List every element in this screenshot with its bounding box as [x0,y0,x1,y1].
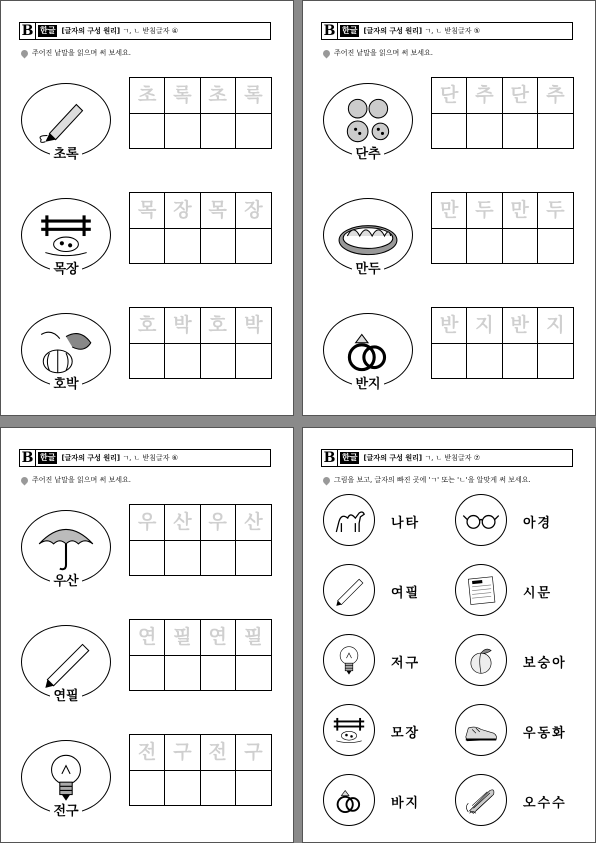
bullet-icon [322,48,332,58]
write-cell[interactable] [538,114,573,148]
trace-cell[interactable]: 록 [236,78,271,114]
trace-cell[interactable]: 전 [130,735,165,771]
trace-cell[interactable]: 장 [165,193,200,229]
write-cell[interactable] [467,344,502,378]
page-title [363,26,480,36]
sneaker-icon [462,711,500,749]
trace-cell[interactable]: 전 [201,735,236,771]
title-rest: ㄱ, ㄴ 받침글자 ⑤ [424,27,481,35]
trace-cell[interactable]: 반 [503,308,538,344]
button-icon [337,94,399,146]
write-cell[interactable] [130,541,165,575]
trace-cell[interactable]: 구 [165,735,200,771]
write-cell[interactable] [201,229,236,263]
write-cell[interactable] [236,771,271,805]
title-bold: [글자의 구성 원리] [61,454,121,462]
write-cell[interactable] [165,344,200,378]
incomplete-word[interactable]: 아경 [523,516,553,531]
write-cell[interactable] [201,114,236,148]
trace-cell[interactable]: 두 [467,193,502,229]
level-badge: B [20,450,36,466]
hangul-tag: 한글 [342,453,358,462]
dumpling-icon [337,209,399,261]
writing-grid [431,77,574,149]
write-cell[interactable] [130,229,165,263]
trace-cell[interactable]: 연 [201,620,236,656]
trace-cell[interactable]: 우 [201,505,236,541]
word-row [19,307,279,416]
word-label: 호박 [19,373,113,392]
incomplete-word[interactable]: 모장 [391,726,421,741]
picture-circle [455,704,507,756]
word-row [19,619,279,729]
writing-grid [129,619,272,691]
bullet-icon [20,475,30,485]
bulb-icon [330,641,368,679]
instruction [21,48,131,58]
write-cell[interactable] [236,114,271,148]
trace-cell[interactable]: 추 [538,78,573,114]
bulb-icon [35,751,97,803]
fill-item [323,704,453,759]
trace-cell[interactable]: 필 [236,620,271,656]
trace-cell[interactable]: 지 [467,308,502,344]
incomplete-word[interactable]: 우동화 [523,726,567,741]
write-cell[interactable] [236,344,271,378]
picture-circle [323,494,375,546]
camel-icon [330,501,368,539]
bullet-icon [322,475,332,485]
trace-cell[interactable]: 록 [165,78,200,114]
write-cell[interactable] [130,771,165,805]
ring-icon [337,324,399,376]
incomplete-word[interactable]: 저구 [391,656,421,671]
write-cell[interactable] [538,229,573,263]
write-cell[interactable] [165,656,200,690]
pumpkin-icon [35,324,97,376]
trace-cell[interactable]: 우 [130,505,165,541]
write-cell[interactable] [538,344,573,378]
write-cell[interactable] [432,114,467,148]
word-label: 우산 [19,570,113,589]
trace-cell[interactable]: 만 [432,193,467,229]
write-cell[interactable] [165,114,200,148]
picture-circle [455,564,507,616]
trace-cell[interactable]: 두 [538,193,573,229]
title-bold: [글자의 구성 원리] [61,27,121,35]
glasses-icon [462,501,500,539]
word-row [19,504,279,614]
picture-circle [323,704,375,756]
word-label: 연필 [19,685,113,704]
write-cell[interactable] [201,771,236,805]
trace-cell[interactable]: 필 [165,620,200,656]
trace-cell[interactable]: 산 [236,505,271,541]
peach-icon [462,641,500,679]
trace-cell[interactable]: 초 [201,78,236,114]
corn-icon [462,781,500,819]
write-cell[interactable] [201,656,236,690]
trace-cell[interactable]: 연 [130,620,165,656]
writing-grid [129,77,272,149]
write-cell[interactable] [236,541,271,575]
incomplete-word[interactable]: 보숭아 [523,656,567,671]
worksheet-page [302,0,596,416]
fill-item [455,634,585,689]
page-header [19,22,271,40]
trace-cell[interactable]: 단 [503,78,538,114]
write-cell[interactable] [236,656,271,690]
worksheet-page [0,427,294,843]
word-row [321,192,581,302]
umbrella-icon [35,521,97,573]
trace-cell[interactable]: 추 [467,78,502,114]
write-cell[interactable] [165,541,200,575]
write-cell[interactable] [201,344,236,378]
level-badge: B [322,450,338,466]
page-header [321,449,573,467]
trace-cell[interactable]: 호 [130,308,165,344]
write-cell[interactable] [165,771,200,805]
write-cell[interactable] [432,229,467,263]
write-cell[interactable] [432,344,467,378]
word-row [19,77,279,187]
page-header [321,22,573,40]
instruction-text: 주어진 낱말을 읽으며 써 보세요. [32,49,132,57]
trace-cell[interactable]: 산 [165,505,200,541]
title-rest: ㄱ, ㄴ 받침글자 ④ [122,27,179,35]
trace-cell[interactable]: 장 [236,193,271,229]
trace-cell[interactable]: 구 [236,735,271,771]
writing-grid [431,307,574,379]
title-rest: ㄱ, ㄴ 받침글자 ⑥ [122,454,179,462]
page-title [61,26,178,36]
instruction-text: 주어진 낱말을 읽으며 써 보세요. [334,49,434,57]
writing-grid [129,734,272,806]
writing-grid [129,504,272,576]
ranch-icon [330,711,368,749]
word-row [321,77,581,187]
fill-item [455,564,585,619]
word-row [19,192,279,302]
ranch-icon [35,209,97,261]
write-cell[interactable] [165,229,200,263]
fill-item [323,634,453,689]
worksheet-page [302,427,596,843]
instruction-text: 주어진 낱말을 읽으며 써 보세요. [32,476,132,484]
picture-circle [323,634,375,686]
write-cell[interactable] [503,229,538,263]
fill-item [455,494,585,549]
incomplete-word[interactable]: 오수수 [523,796,567,811]
fill-item [323,494,453,549]
write-cell[interactable] [130,344,165,378]
picture-circle [323,774,375,826]
word-row [321,307,581,416]
incomplete-word[interactable]: 여필 [391,586,421,601]
ring-icon [330,781,368,819]
fill-item [455,704,585,759]
write-cell[interactable] [236,229,271,263]
fill-item [323,774,453,829]
write-cell[interactable] [467,114,502,148]
word-label: 목장 [19,258,113,277]
title-bold: [글자의 구성 원리] [363,454,423,462]
write-cell[interactable] [130,656,165,690]
trace-cell[interactable]: 지 [538,308,573,344]
writing-grid [431,192,574,264]
trace-cell[interactable]: 반 [432,308,467,344]
pen-icon [35,94,97,146]
pencil-icon [330,571,368,609]
trace-cell[interactable]: 만 [503,193,538,229]
word-label: 전구 [19,800,113,819]
title-bold: [글자의 구성 원리] [363,27,423,35]
picture-circle [455,634,507,686]
title-rest: ㄱ, ㄴ 받침글자 ⑦ [424,454,481,462]
instruction [21,475,131,485]
fill-item [323,564,453,619]
hangul-tag: 한글 [342,26,358,35]
fill-item [455,774,585,829]
write-cell[interactable] [503,344,538,378]
trace-cell[interactable]: 목 [201,193,236,229]
bullet-icon [20,48,30,58]
writing-grid [129,307,272,379]
page-header [19,449,271,467]
page-title [61,453,178,463]
trace-cell[interactable]: 초 [130,78,165,114]
instruction-text: 그림을 보고, 글자의 빠진 곳에 'ㄱ' 또는 'ㄴ'을 알맞게 써 보세요. [334,476,531,484]
level-badge: B [322,23,338,39]
write-cell[interactable] [503,114,538,148]
worksheet-page [0,0,294,416]
writing-grid [129,192,272,264]
write-cell[interactable] [130,114,165,148]
page-title [363,453,480,463]
pencil-icon [35,636,97,688]
word-label: 초록 [19,143,113,162]
incomplete-word[interactable]: 나타 [391,516,421,531]
incomplete-word[interactable]: 시문 [523,586,553,601]
picture-circle [323,564,375,616]
word-label: 단추 [321,143,415,162]
picture-circle [455,774,507,826]
write-cell[interactable] [467,229,502,263]
instruction [323,48,433,58]
trace-cell[interactable]: 단 [432,78,467,114]
level-badge: B [20,23,36,39]
newspaper-icon [462,571,500,609]
word-label: 반지 [321,373,415,392]
hangul-tag: 한글 [40,453,56,462]
incomplete-word[interactable]: 바지 [391,796,421,811]
word-row [19,734,279,843]
trace-cell[interactable]: 박 [236,308,271,344]
trace-cell[interactable]: 박 [165,308,200,344]
picture-circle [455,494,507,546]
instruction [323,475,531,485]
hangul-tag: 한글 [40,26,56,35]
trace-cell[interactable]: 호 [201,308,236,344]
trace-cell[interactable]: 목 [130,193,165,229]
write-cell[interactable] [201,541,236,575]
word-label: 만두 [321,258,415,277]
